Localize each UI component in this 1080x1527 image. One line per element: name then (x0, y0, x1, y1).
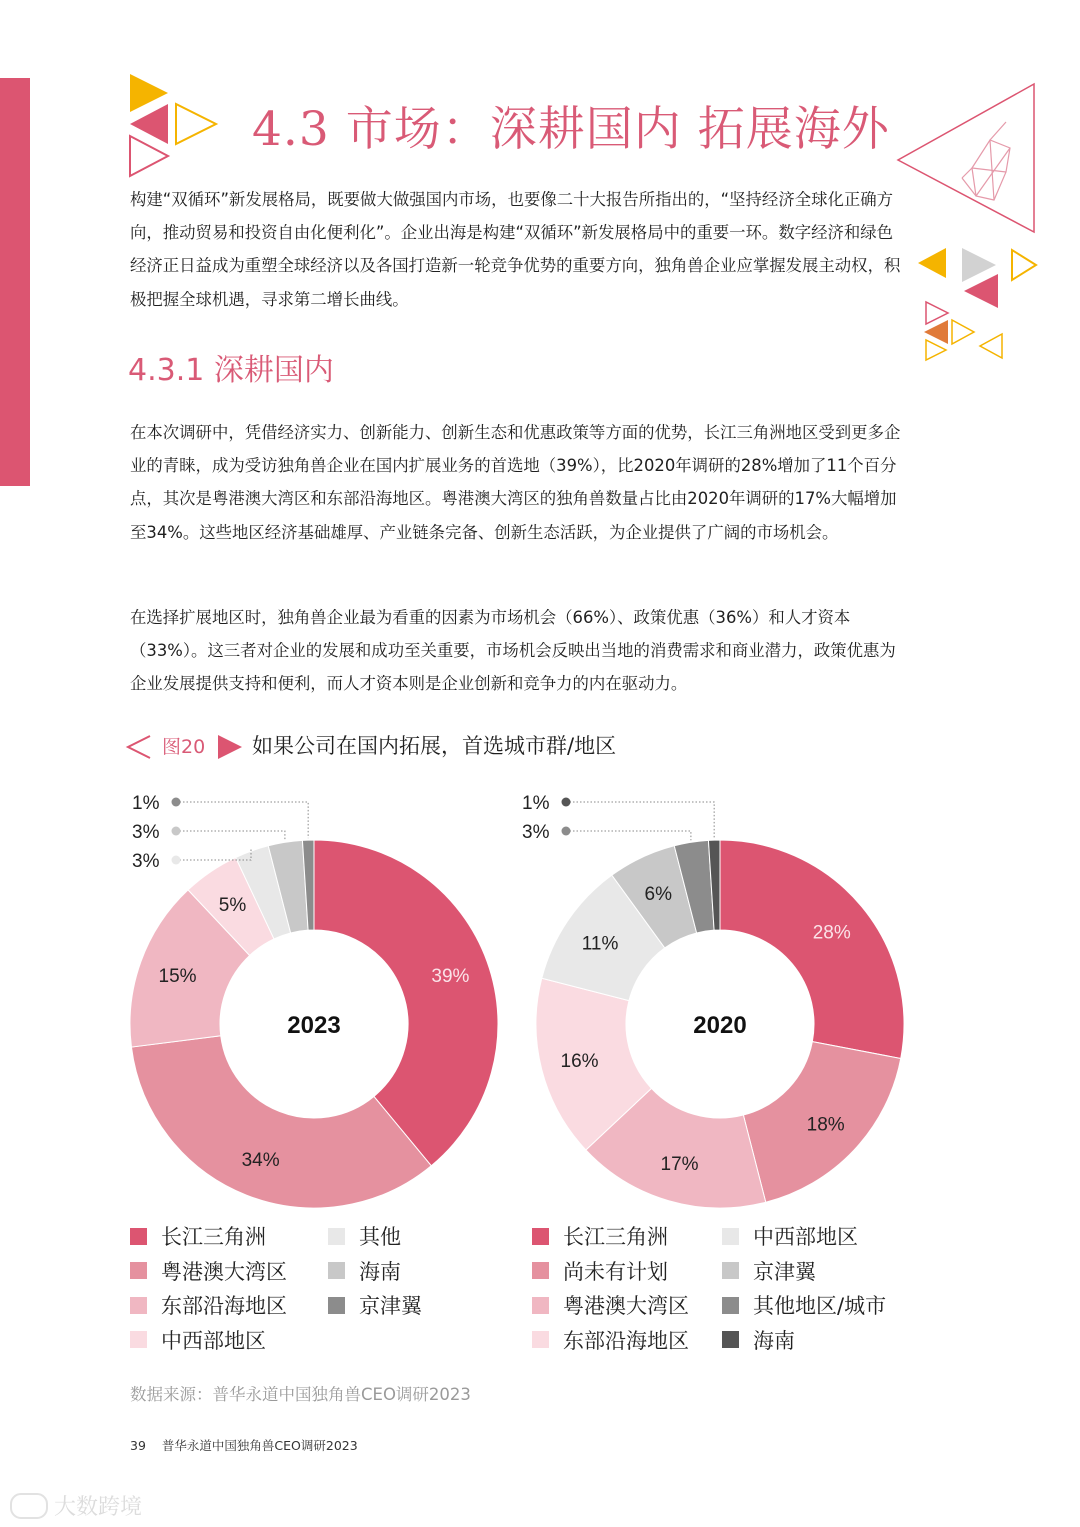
legend-label: 尚未有计划 (563, 1259, 668, 1284)
legend-item (130, 1325, 266, 1355)
legend-label: 粤港澳大湾区 (161, 1259, 287, 1284)
callout-line (566, 802, 714, 838)
watermark (10, 1490, 142, 1521)
legend-item (532, 1325, 689, 1355)
callout-label: 1% (522, 793, 550, 814)
legend-swatch (722, 1297, 739, 1314)
donut-charts (0, 770, 1080, 1220)
paragraph-2: 在选择扩展地区时，独角兽企业最为看重的因素为市场机会（66%）、政策优惠（36%）和人才资本（33%）。这三者对企业的发展和成功至关重要，市场机会反映出当地的消费需求和商业潜力，政策优惠为企业发展提供支持和便利，而人才资本则是企业创新和竞争力的内在驱动力。 (130, 608, 896, 694)
legend-label: 东部沿海地区 (563, 1328, 689, 1353)
legend-label: 海南 (359, 1259, 401, 1284)
data-label: 6% (644, 883, 672, 905)
triangle-icon (926, 302, 948, 324)
legend-label: 长江三角洲 (161, 1225, 266, 1249)
watermark-logo-icon (10, 1493, 48, 1519)
page-number: 39 (130, 1438, 146, 1453)
legend-swatch (722, 1262, 739, 1279)
triangle-icon (952, 320, 974, 344)
footer-text: 普华永道中国独角兽CEO调研2023 (161, 1438, 358, 1453)
triangle-icon (130, 74, 168, 112)
triangle-icon (926, 340, 946, 360)
callout-label: 3% (522, 822, 550, 843)
callout-label: 3% (132, 822, 160, 843)
legend-label: 中西部地区 (753, 1225, 858, 1249)
section-title-text: 市场：深耕国内 拓展海外 (345, 102, 890, 157)
data-label: 17% (660, 1154, 699, 1176)
callout-label: 3% (132, 851, 160, 872)
legend-item (722, 1325, 795, 1355)
legend-item (328, 1290, 422, 1320)
legend-label: 京津翼 (359, 1294, 422, 1318)
legend-swatch (328, 1297, 345, 1314)
legend-swatch (532, 1297, 549, 1314)
triangle-icon (962, 248, 996, 282)
section-number: 4.3 (252, 102, 330, 157)
callout-dot (172, 827, 181, 836)
legend-item (130, 1221, 266, 1251)
legend-item (532, 1256, 668, 1286)
data-label: 15% (158, 965, 197, 987)
legend-item (328, 1256, 401, 1286)
triangle-icon (130, 136, 168, 176)
callout-line (176, 831, 285, 840)
center-year-label: 2020 (693, 1012, 747, 1039)
legend-swatch (722, 1228, 739, 1245)
watermark-text: 大数跨境 (54, 1495, 143, 1520)
legend-swatch (328, 1228, 345, 1245)
legend-label: 京津翼 (753, 1259, 816, 1284)
legend-item (532, 1290, 689, 1320)
tag-right-arrow-icon (216, 734, 244, 760)
legend-item (532, 1221, 668, 1251)
data-label: 16% (560, 1051, 599, 1073)
section-title (252, 92, 890, 159)
legend-swatch (532, 1262, 549, 1279)
subsection-title: 4.3.1 深耕国内 (128, 353, 334, 388)
page-footer (130, 1436, 358, 1454)
triangle-icon (1012, 250, 1036, 280)
donut-chart-2020 (522, 793, 904, 1208)
legend-swatch (130, 1297, 147, 1314)
data-source: 数据来源：普华永道中国独角兽CEO调研2023 (130, 1385, 471, 1404)
callout-dot (562, 798, 571, 807)
callout-line (176, 802, 308, 838)
triangle-icon (176, 104, 216, 144)
legend-swatch (130, 1228, 147, 1245)
center-year-label: 2023 (287, 1012, 341, 1039)
legend-label: 其他地区/城市 (753, 1294, 887, 1318)
legend-swatch (130, 1331, 147, 1348)
unicorn-icon (962, 122, 1010, 200)
legend-label: 粤港澳大湾区 (563, 1294, 689, 1318)
data-label: 34% (241, 1149, 280, 1171)
legend-item (722, 1256, 816, 1286)
legend-label: 中西部地区 (161, 1328, 266, 1353)
donut-chart-2023 (130, 793, 498, 1208)
legend-swatch (130, 1262, 147, 1279)
legend-swatch (532, 1331, 549, 1348)
legend-item (722, 1290, 886, 1320)
legend-swatch (532, 1228, 549, 1245)
data-label: 39% (431, 965, 470, 987)
paragraph-1: 在本次调研中，凭借经济实力、创新能力、创新生态和优惠政策等方面的优势，长江三角洲地区受到更多企业的青睐，成为受访独角兽企业在国内扩展业务的首选地（39%），比2020年调研的28%增加了11个百分点，其次是粤港澳大湾区和东部沿海地区。粤港澳大湾区的独角兽数量占比由2020年调研的17%大幅增加至34%。这些地区经济基础雄厚、产业链条完备、创新生态活跃，为企业提供了广阔的市场机会。 (130, 423, 901, 542)
legend-swatch (328, 1262, 345, 1279)
callout-dot (172, 798, 181, 807)
legend-label: 东部沿海地区 (161, 1294, 287, 1318)
legend-label: 其他 (359, 1225, 401, 1249)
data-label: 18% (806, 1114, 845, 1136)
legend-label: 长江三角洲 (563, 1225, 668, 1249)
legend-label: 海南 (753, 1328, 795, 1353)
legend-item (130, 1290, 287, 1320)
legend-item (722, 1221, 858, 1251)
legend-item (328, 1221, 401, 1251)
triangle-icon (898, 84, 1034, 232)
tag-left-arrow-icon (124, 734, 154, 760)
data-label: 5% (218, 895, 247, 917)
triangle-icon (964, 274, 998, 308)
legend-item (130, 1256, 287, 1286)
triangle-icon (980, 334, 1002, 358)
intro-paragraph: 构建“双循环”新发展格局，既要做大做强国内市场，也要像二十大报告所指出的，“坚持经济全球化正确方向，推动贸易和投资自由化便利化”。企业出海是构建“双循环”新发展格局中的重要一环。数字经济和绿色经济正日益成为重塑全球经济以及各国打造新一轮竞争优势的重要方向，独角兽企业应掌握发展主动权，积极把握全球机遇，寻求第二增长曲线。 (130, 190, 901, 309)
data-label: 28% (812, 922, 851, 944)
figure-title: 如果公司在国内拓展，首选城市群/地区 (252, 734, 617, 758)
callout-line (566, 831, 691, 840)
callout-dot (562, 827, 571, 836)
figure-tag: 图20 (162, 736, 206, 758)
data-label: 11% (581, 933, 619, 955)
triangle-icon (918, 248, 946, 278)
legend-swatch (722, 1331, 739, 1348)
callout-label: 1% (132, 793, 160, 814)
callout-dot (172, 856, 181, 865)
